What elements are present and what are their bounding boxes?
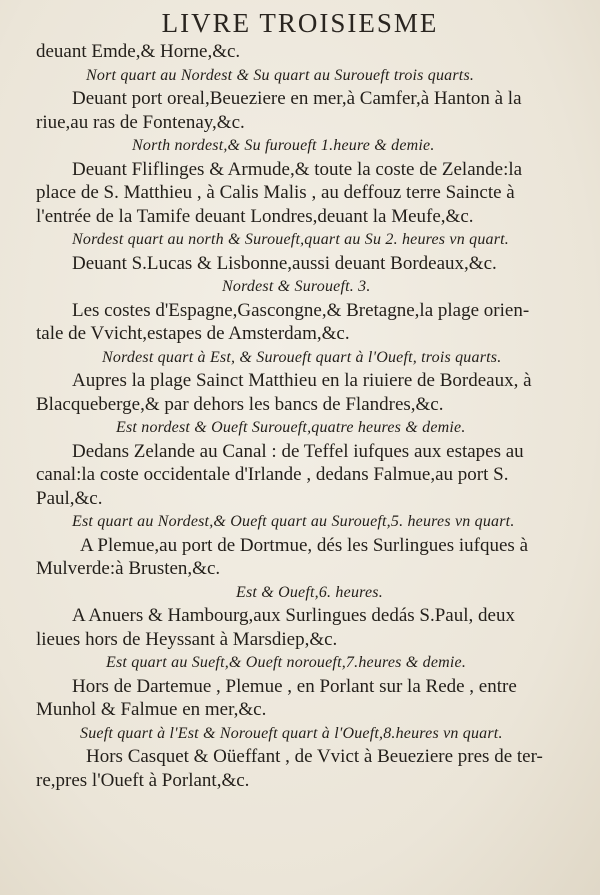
text-line (36, 604, 584, 628)
line-text: Deuant Fliflinges & Armude,& toute la coste de Zelande:la (72, 158, 523, 180)
line-text: re,pres l'Oueft à Porlant,&c. (36, 769, 250, 791)
line-text: Blacqueberge,& par dehors les bancs de Flandres,&c. (36, 393, 444, 415)
line-text: Est quart au Sueft,& Oueft noroueft,7.heures & demie. (106, 654, 467, 671)
text-line (36, 487, 584, 511)
text-line (36, 440, 584, 464)
line-text: Nordest & Suroueft. 3. (222, 278, 371, 295)
text-line (36, 581, 584, 605)
text-line (36, 557, 584, 581)
line-text: lieues hors de Heyssant à Marsdiep,&c. (36, 628, 338, 650)
text-line (36, 769, 584, 793)
text-line (36, 510, 584, 534)
line-text: riue,au ras de Fontenay,&c. (36, 111, 245, 133)
line-text: Nort quart au Nordest & Su quart au Suroueft trois quarts. (86, 66, 475, 84)
text-line (36, 651, 584, 675)
text-line (36, 228, 584, 252)
text-line (36, 87, 584, 111)
text-line (36, 745, 584, 769)
line-text: Sueft quart à l'Est & Noroueft quart à l'Oueft,8.heures vn quart. (80, 724, 503, 742)
line-text: A Plemue,au port de Dortmue, dés les Surlingues iufques à (80, 534, 529, 556)
text-line (36, 158, 584, 182)
line-text: deuant Emde,& Horne,&c. (36, 41, 241, 62)
text-block (36, 40, 584, 792)
text-line (36, 111, 584, 135)
line-text: A Anuers & Hambourg,aux Surlingues dedás S.Paul, deux (72, 605, 515, 626)
line-text: Hors de Dartemue , Plemue , en Porlant sur la Rede , entre (72, 675, 517, 697)
line-text: Mulverde:à Brusten,&c. (36, 558, 221, 579)
line-text: Hors Casquet & Oüeffant , de Vvict à Beueziere pres de ter- (86, 746, 543, 767)
text-line (36, 64, 584, 88)
text-line (36, 393, 584, 417)
line-text: Les costes d'Espagne,Gascongne,& Bretagne,la plage orien- (72, 299, 530, 321)
text-line (36, 252, 584, 276)
text-line (36, 275, 584, 299)
line-text: Dedans Zelande au Canal : de Teffel iufques aux estapes au (72, 440, 524, 462)
text-line (36, 675, 584, 699)
line-text: tale de Vvicht,estapes de Amsterdam,&c. (36, 323, 350, 344)
text-line (36, 534, 584, 558)
text-line (36, 322, 584, 346)
text-line (36, 698, 584, 722)
line-text: North nordest,& Su furoueft 1.heure & demie. (132, 137, 435, 154)
text-line (36, 416, 584, 440)
line-text: Deuant port oreal,Beueziere en mer,à Camfer,à Hanton à la (72, 88, 522, 109)
running-head: LIVRE TROISIESME (161, 8, 439, 38)
line-text: Est & Oueft,6. heures. (236, 583, 383, 601)
text-line (36, 346, 584, 370)
text-line (36, 463, 584, 487)
line-text: canal:la coste occidentale d'Irlande , dedans Falmue,au port S. (36, 464, 509, 485)
text-line (36, 299, 584, 323)
text-line (36, 205, 584, 229)
line-text: l'entrée de la Tamife deuant Londres,deuant la Meufe,&c. (36, 205, 474, 227)
text-line (36, 369, 584, 393)
line-text: Aupres la plage Sainct Matthieu en la riuiere de Bordeaux, à (72, 370, 532, 391)
line-text: Deuant S.Lucas & Lisbonne,aussi deuant Bordeaux,&c. (72, 252, 497, 274)
line-text: Nordest quart au north & Suroueft,quart au Su 2. heures vn quart. (72, 231, 509, 248)
line-text: place de S. Matthieu , à Calis Malis , au deffouz terre Saincte à (36, 182, 515, 203)
text-line (36, 40, 584, 64)
line-text: Nordest quart à Est, & Suroueft quart à l'Oueft, trois quarts. (102, 348, 502, 366)
text-line (36, 181, 584, 205)
line-text: Munhol & Falmue en mer,&c. (36, 699, 267, 720)
line-text: Paul,&c. (36, 487, 103, 509)
text-line (36, 628, 584, 652)
line-text: Est quart au Nordest,& Oueft quart au Suroueft,5. heures vn quart. (72, 513, 515, 530)
text-line (36, 134, 584, 158)
text-line (36, 722, 584, 746)
line-text: Est nordest & Oueft Suroueft,quatre heures & demie. (116, 419, 466, 436)
